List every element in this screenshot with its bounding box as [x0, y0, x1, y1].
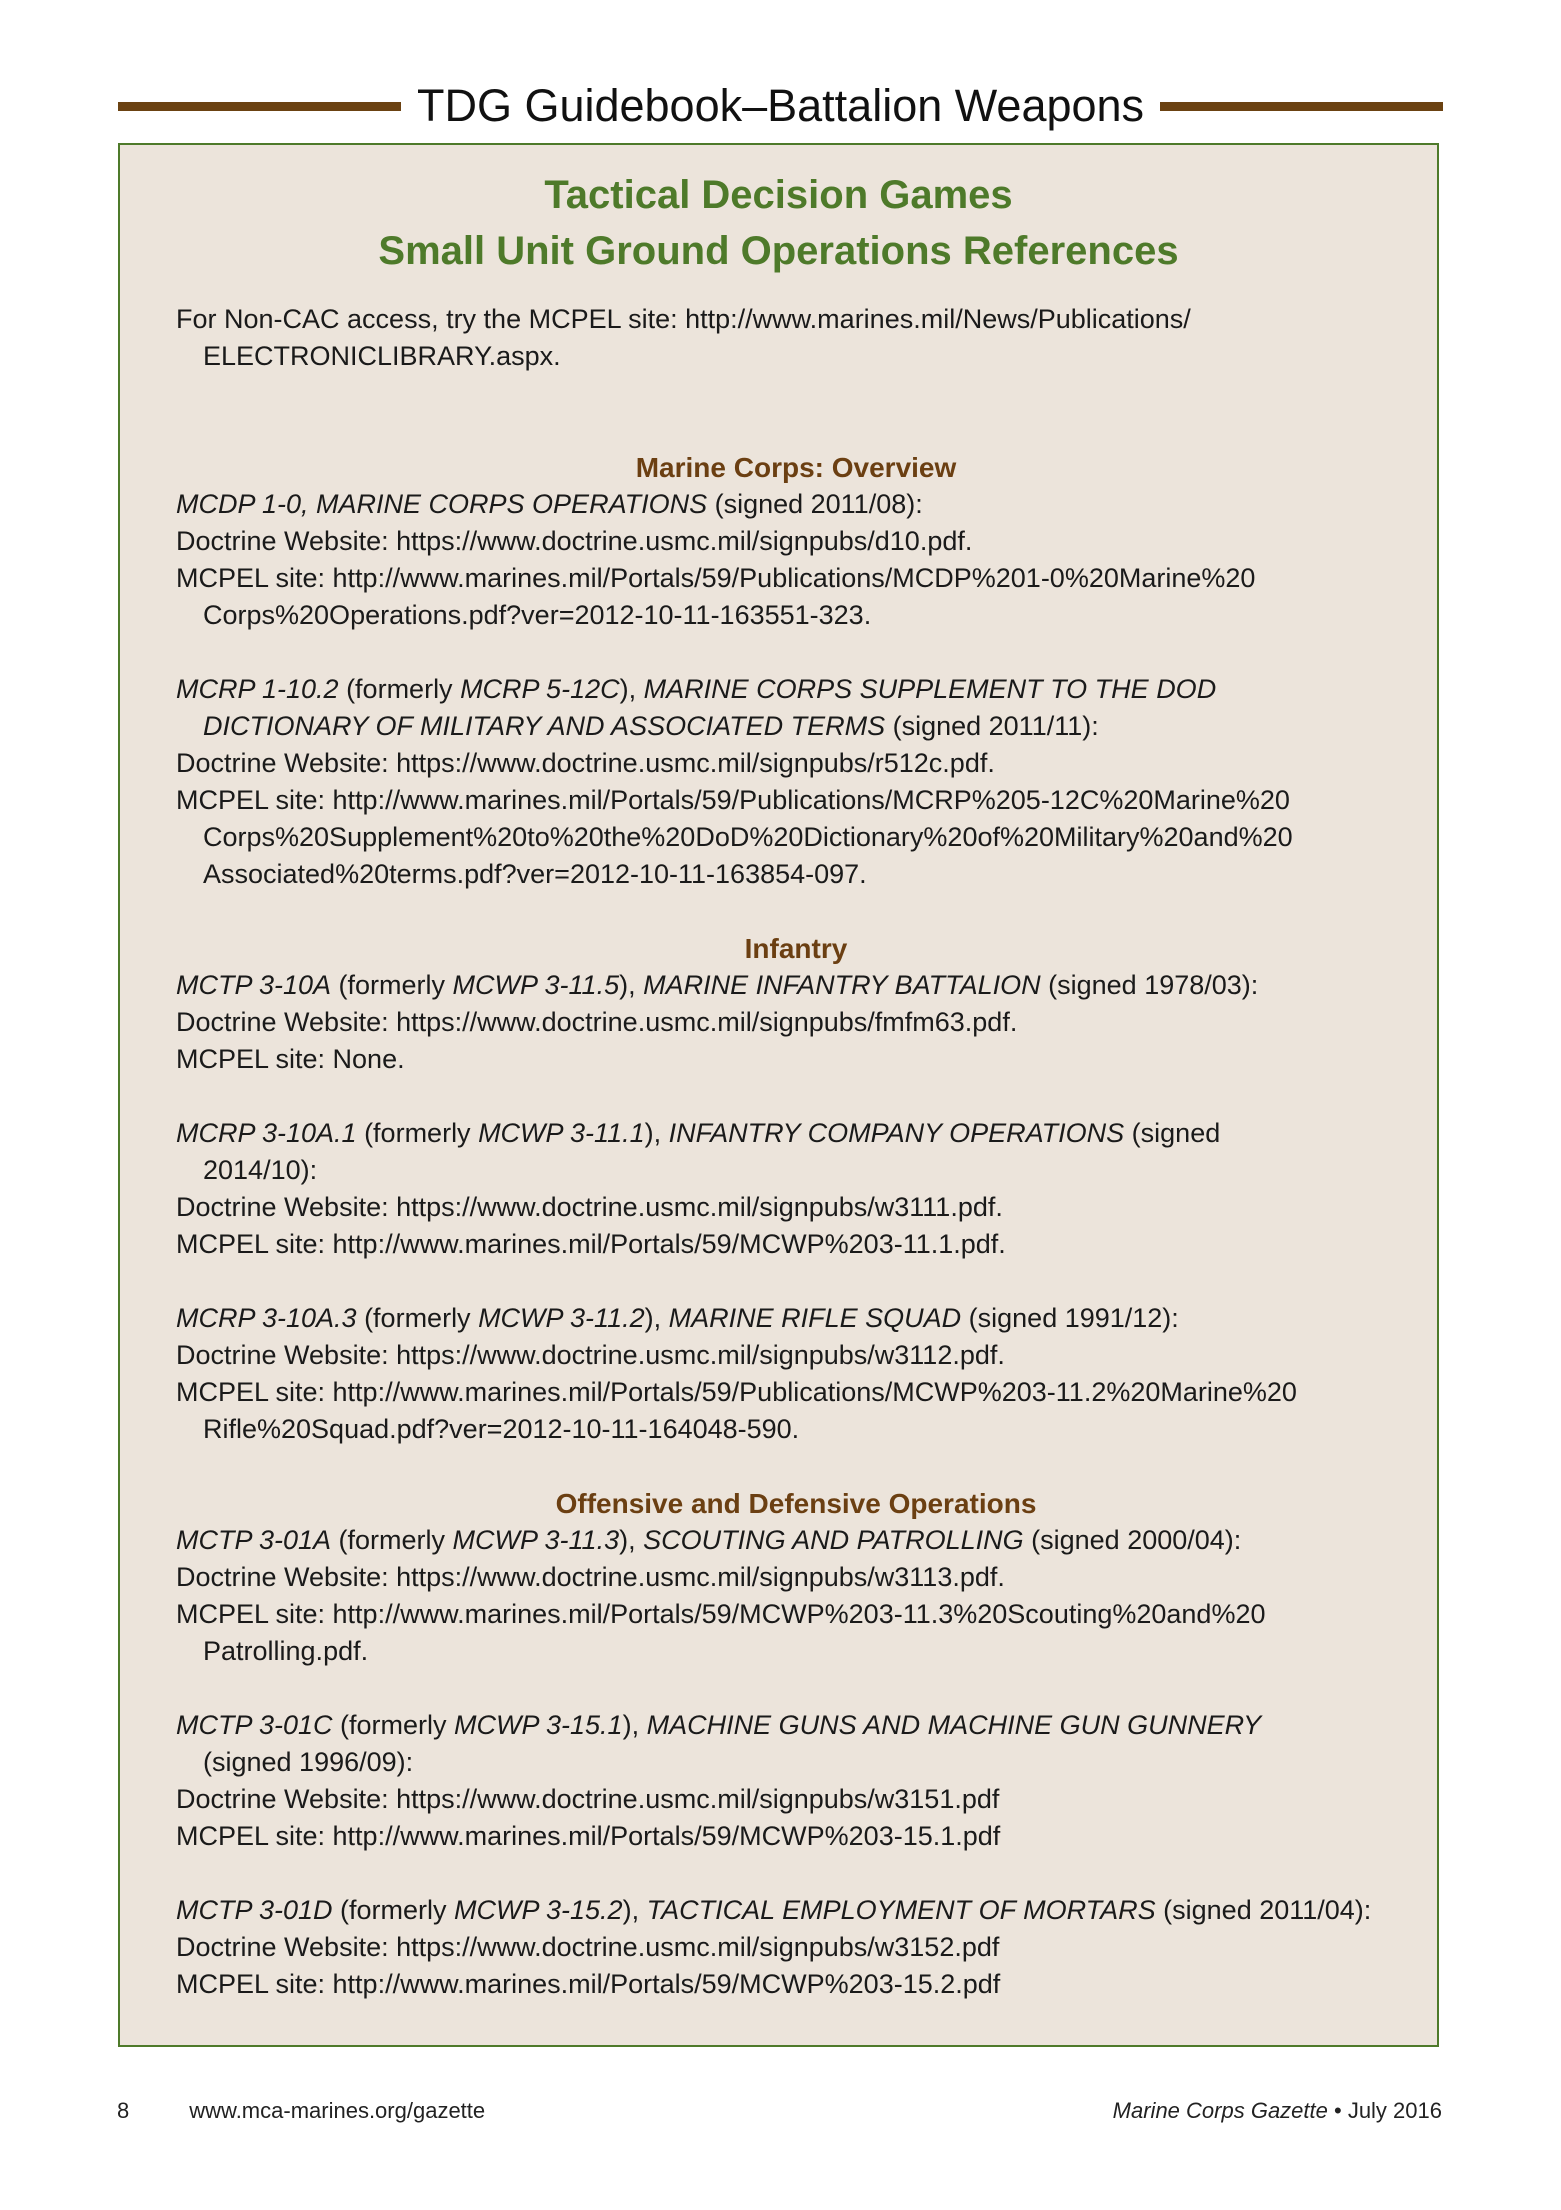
page-footer-left [117, 2098, 485, 2124]
box-title-line2: Small Unit Ground Operations References [378, 229, 1179, 273]
reference-title-line [176, 1522, 1416, 1559]
reference-code: MCTP 3-01D [176, 1895, 333, 1925]
reference-title: MCDP 1-0, MARINE CORPS OPERATIONS [176, 489, 708, 519]
mcpel-link[interactable]: MCPEL site: http://www.marines.mil/Portals/59/Publications/MCWP%203-11.2%20Marine%20 [176, 1377, 1297, 1407]
formerly-close: ), [644, 1303, 669, 1333]
formerly-label: (formerly [338, 674, 461, 704]
reference-formerly: MCWP 3-15.1 [454, 1710, 623, 1740]
formerly-label: (formerly [356, 1303, 479, 1333]
reference-title: INFANTRY COMPANY OPERATIONS [668, 1118, 1125, 1148]
reference-formerly: MCWP 3-11.2 [478, 1303, 645, 1333]
page-header [118, 78, 1443, 134]
reference-title: MACHINE GUNS AND MACHINE GUN GUNNERY [646, 1710, 1262, 1740]
formerly-label: (formerly [356, 1118, 479, 1148]
reference-signed: (signed 1978/03): [1040, 970, 1259, 1000]
mcpel-link-continued[interactable]: Patrolling.pdf. [203, 1636, 369, 1666]
footer-url[interactable]: www.mca-marines.org/gazette [189, 2098, 486, 2123]
reference-title-line [176, 1115, 1416, 1152]
reference-formerly: MCWP 3-11.1 [478, 1118, 645, 1148]
reference-formerly: MCRP 5-12C [460, 674, 620, 704]
section-heading-offensive-defensive: Offensive and Defensive Operations [555, 1488, 1037, 1519]
reference-title-line [176, 1707, 1416, 1744]
reference-formerly: MCWP 3-11.3 [452, 1525, 620, 1555]
mcpel-link[interactable]: MCPEL site: http://www.marines.mil/Portals/59/MCWP%203-11.1.pdf. [176, 1229, 1006, 1259]
reference-code: MCRP 1-10.2 [176, 674, 339, 704]
mcpel-link-continued[interactable]: Corps%20Operations.pdf?ver=2012-10-11-163551-323. [203, 600, 872, 630]
reference-title: TACTICAL EMPLOYMENT OF MORTARS [646, 1895, 1156, 1925]
reference-title: DICTIONARY OF MILITARY AND ASSOCIATED TERMS [203, 711, 886, 741]
header-rule-right [1160, 102, 1443, 111]
references-box [118, 143, 1439, 2047]
reference-code: MCTP 3-01A [176, 1525, 332, 1555]
reference-title-line [176, 1892, 1416, 1929]
intro-line: For Non-CAC access, try the MCPEL site: http://www.marines.mil/News/Publications/ [176, 304, 1191, 334]
reference-title: MARINE INFANTRY BATTALION [643, 970, 1041, 1000]
doctrine-link[interactable]: Doctrine Website: https://www.doctrine.usmc.mil/signpubs/w3151.pdf [176, 1784, 1000, 1814]
page-footer-right [1113, 2098, 1442, 2124]
doctrine-link[interactable]: Doctrine Website: https://www.doctrine.usmc.mil/signpubs/w3111.pdf. [176, 1192, 1003, 1222]
mcpel-link-continued[interactable]: Rifle%20Squad.pdf?ver=2012-10-11-164048-590. [203, 1414, 800, 1444]
doctrine-link[interactable]: Doctrine Website: https://www.doctrine.usmc.mil/signpubs/d10.pdf. [176, 526, 973, 556]
doctrine-link[interactable]: Doctrine Website: https://www.doctrine.usmc.mil/signpubs/w3112.pdf. [176, 1340, 1005, 1370]
header-rule-left [118, 102, 401, 111]
reference-title: MARINE CORPS SUPPLEMENT TO THE DOD [643, 674, 1217, 704]
formerly-label: (formerly [331, 970, 453, 1000]
formerly-close: ), [644, 1118, 669, 1148]
mcpel-link[interactable]: MCPEL site: http://www.marines.mil/Portals/59/MCWP%203-15.1.pdf [176, 1821, 1001, 1851]
formerly-close: ), [619, 1525, 644, 1555]
reference-title: MARINE RIFLE SQUAD [668, 1303, 962, 1333]
doctrine-link[interactable]: Doctrine Website: https://www.doctrine.usmc.mil/signpubs/fmfm63.pdf. [176, 1007, 1018, 1037]
mcpel-link[interactable]: MCPEL site: http://www.marines.mil/Portals/59/Publications/MCRP%205-12C%20Marine%20 [176, 785, 1290, 815]
reference-title-line [176, 967, 1416, 1004]
formerly-close: ), [622, 1895, 647, 1925]
reference-code: MCTP 3-10A [176, 970, 332, 1000]
reference-signed: (signed 2000/04): [1023, 1525, 1242, 1555]
doctrine-link[interactable]: Doctrine Website: https://www.doctrine.usmc.mil/signpubs/w3152.pdf [176, 1932, 1000, 1962]
reference-formerly: MCWP 3-11.5 [452, 970, 620, 1000]
reference-signed-continued: 2014/10): [203, 1155, 318, 1185]
doctrine-link[interactable]: Doctrine Website: https://www.doctrine.usmc.mil/signpubs/r512c.pdf. [176, 748, 995, 778]
reference-signed: (signed [1124, 1118, 1221, 1148]
mcpel-link[interactable]: MCPEL site: http://www.marines.mil/Portals/59/Publications/MCDP%201-0%20Marine%20 [176, 563, 1256, 593]
reference-title: SCOUTING AND PATROLLING [643, 1525, 1024, 1555]
intro-line: ELECTRONICLIBRARY.aspx. [203, 341, 561, 371]
reference-title-line [176, 1300, 1416, 1337]
formerly-close: ), [619, 674, 644, 704]
formerly-label: (formerly [332, 1895, 455, 1925]
formerly-close: ), [619, 970, 644, 1000]
reference-title-line [176, 671, 1416, 708]
reference-code: MCTP 3-01C [176, 1710, 333, 1740]
doctrine-link[interactable]: Doctrine Website: https://www.doctrine.usmc.mil/signpubs/w3113.pdf. [176, 1562, 1005, 1592]
reference-code: MCRP 3-10A.3 [176, 1303, 357, 1333]
page-number: 8 [117, 2098, 130, 2123]
issue-date: July 2016 [1347, 2098, 1442, 2123]
reference-signed: (signed 2011/04): [1155, 1895, 1372, 1925]
formerly-label: (formerly [331, 1525, 453, 1555]
page-title: TDG Guidebook–Battalion Weapons [416, 80, 1145, 131]
footer-bullet: • [1327, 2098, 1348, 2123]
reference-signed: (signed 2011/08): [707, 489, 923, 519]
references-content [176, 301, 1416, 2003]
mcpel-text: MCPEL site: None. [176, 1044, 405, 1074]
mcpel-link[interactable]: MCPEL site: http://www.marines.mil/Portals/59/MCWP%203-11.3%20Scouting%20and%20 [176, 1599, 1266, 1629]
reference-signed: (signed 1996/09): [203, 1747, 414, 1777]
box-title-line1: Tactical Decision Games [544, 173, 1013, 217]
mcpel-link-continued[interactable]: Associated%20terms.pdf?ver=2012-10-11-163854-097. [203, 859, 867, 889]
section-heading-overview: Marine Corps: Overview [635, 452, 957, 483]
formerly-label: (formerly [332, 1710, 455, 1740]
reference-signed: (signed 2011/11): [885, 711, 1099, 741]
formerly-close: ), [622, 1710, 647, 1740]
reference-signed: (signed 1991/12): [961, 1303, 1179, 1333]
reference-title-line [176, 708, 1416, 745]
reference-formerly: MCWP 3-15.2 [454, 1895, 623, 1925]
mcpel-link-continued[interactable]: Corps%20Supplement%20to%20the%20DoD%20Dictionary%20of%20Military%20and%20 [203, 822, 1293, 852]
reference-title-line [176, 486, 1416, 523]
mcpel-link[interactable]: MCPEL site: http://www.marines.mil/Portals/59/MCWP%203-15.2.pdf [176, 1969, 1001, 1999]
section-heading-infantry: Infantry [744, 933, 848, 964]
magazine-name: Marine Corps Gazette [1112, 2098, 1328, 2123]
reference-code: MCRP 3-10A.1 [176, 1118, 357, 1148]
